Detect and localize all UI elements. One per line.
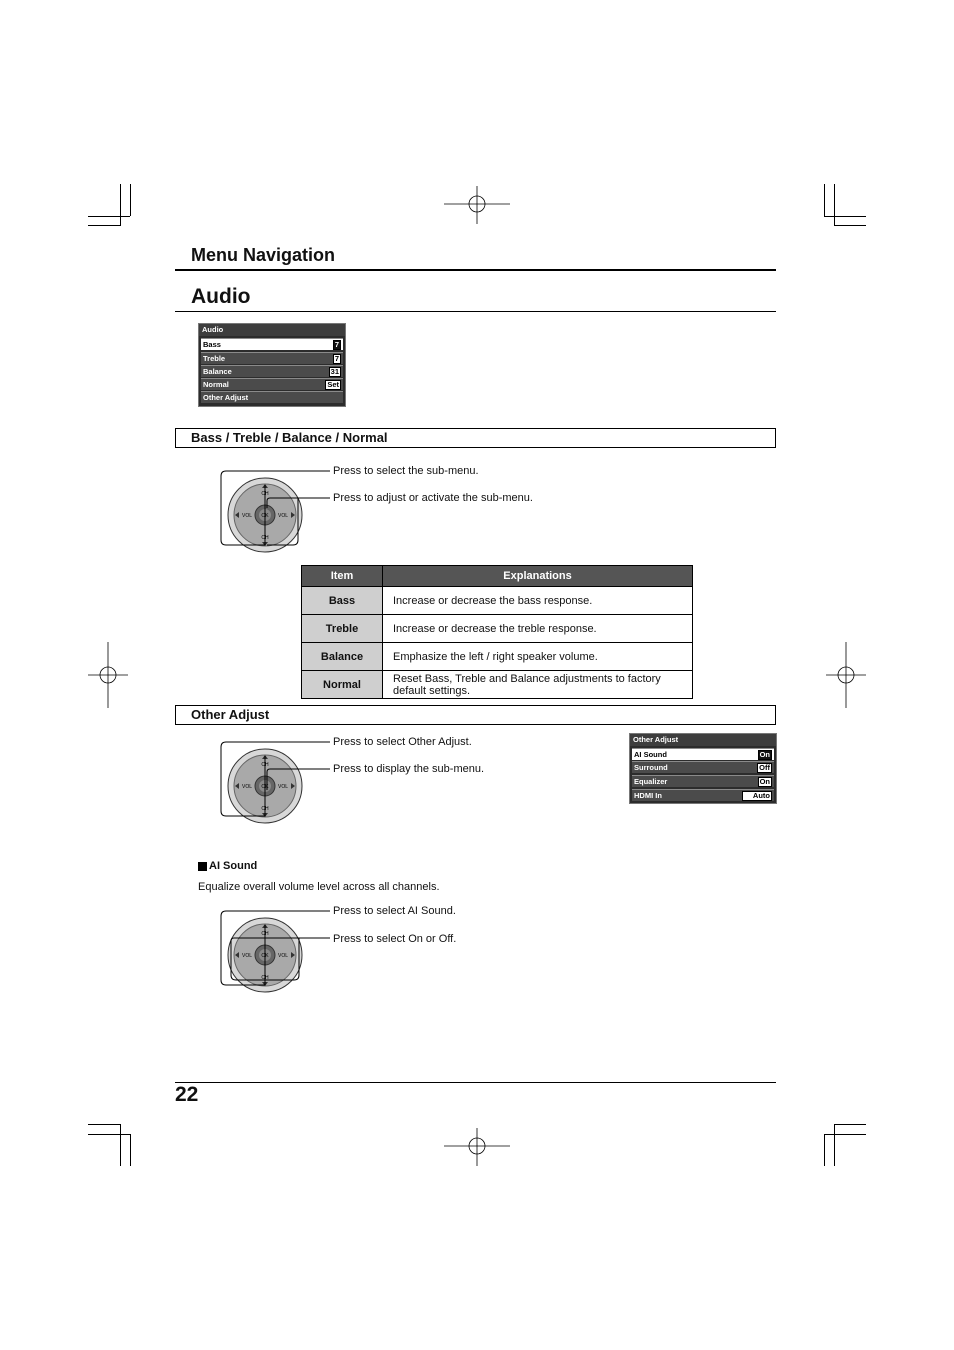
table-cell-item: Normal: [302, 671, 383, 699]
other-menu-item-ai-sound[interactable]: AI Sound On: [632, 748, 774, 760]
audio-menu-item-bass[interactable]: Bass 7: [201, 338, 343, 350]
registration-mark-left: [88, 642, 128, 708]
treble-value: 7: [334, 354, 339, 363]
section-heading-other-adjust: Other Adjust: [175, 705, 776, 725]
page-title: Audio: [191, 285, 251, 308]
table-cell-text: Increase or decrease the bass response.: [383, 587, 693, 615]
table-row: [302, 587, 693, 615]
svg-text:CH: CH: [261, 535, 269, 541]
svg-text:CH: CH: [261, 491, 269, 497]
table-cell-item: Balance: [302, 643, 383, 671]
table-cell-item: Treble: [302, 615, 383, 643]
table-row: [302, 671, 693, 699]
ai-sound-heading: AI Sound: [209, 860, 258, 872]
remote-navigation-pad-2: [218, 734, 338, 833]
svg-text:CH: CH: [261, 975, 269, 981]
ai-sound-value: On: [759, 750, 770, 759]
table-cell-text: Increase or decrease the treble response.: [383, 615, 693, 643]
registration-mark-top: [444, 186, 510, 224]
bullet-square-icon: [198, 862, 207, 871]
other-adjust-menu-screen: [629, 733, 777, 804]
table-row: [302, 643, 693, 671]
svg-text:OK: OK: [261, 953, 269, 959]
table-cell-text: Reset Bass, Treble and Balance adjustments to factory default settings.: [383, 671, 693, 699]
registration-mark-bottom: [444, 1128, 510, 1166]
svg-text:VOL: VOL: [277, 953, 289, 959]
audio-menu-item-normal[interactable]: Normal Set: [201, 378, 343, 390]
table-header-item: Item: [302, 566, 383, 587]
normal-value: Set: [327, 380, 339, 389]
audio-menu-title: Audio: [199, 324, 345, 336]
svg-text:VOL: VOL: [277, 784, 289, 790]
callout-display-submenu: Press to display the sub-menu.: [333, 763, 485, 775]
footer-rule: [175, 1082, 776, 1083]
table-header-explanations: Explanations: [383, 566, 693, 587]
svg-text:VOL: VOL: [277, 513, 289, 519]
section-title: Menu Navigation: [191, 245, 336, 265]
remote-dpad-icon: [218, 463, 338, 557]
callout-select-other-adjust: Press to select Other Adjust.: [333, 736, 472, 748]
audio-menu-item-balance[interactable]: Balance 31: [201, 365, 343, 377]
equalizer-value: On: [759, 777, 770, 786]
table-cell-text: Emphasize the left / right speaker volume.: [383, 643, 693, 671]
svg-text:CH: CH: [261, 931, 269, 937]
section-heading-bass: Bass / Treble / Balance / Normal: [175, 428, 776, 448]
explanation-table: [301, 565, 693, 699]
svg-text:VOL: VOL: [241, 784, 253, 790]
svg-text:VOL: VOL: [241, 953, 253, 959]
ok-label: OK: [261, 513, 269, 519]
other-menu-item-surround[interactable]: Surround Off: [632, 761, 774, 773]
table-cell-item: Bass: [302, 587, 383, 615]
audio-menu-item-treble[interactable]: Treble 7: [201, 352, 343, 364]
svg-text:CH: CH: [261, 806, 269, 812]
table-row: [302, 615, 693, 643]
remote-dpad-icon: [218, 903, 338, 997]
registration-mark-right: [826, 642, 866, 708]
surround-value: Off: [759, 763, 770, 772]
other-menu-item-equalizer[interactable]: Equalizer On: [632, 775, 774, 787]
callout-select-on-off: Press to select On or Off.: [333, 933, 457, 945]
title-rule: [175, 311, 776, 312]
remote-dpad-icon: [218, 734, 338, 828]
remote-navigation-pad-1: [218, 463, 338, 562]
other-menu-item-hdmi-in[interactable]: HDMI In Auto: [632, 789, 774, 801]
callout-select-ai-sound: Press to select AI Sound.: [333, 905, 456, 917]
callout-adjust-submenu: Press to adjust or activate the sub-menu.: [333, 492, 533, 504]
ai-sound-description: Equalize overall volume level across all channels.: [198, 881, 440, 893]
audio-menu-screen: [198, 323, 346, 407]
bass-value: 7: [334, 340, 339, 349]
hdmi-in-value: Auto: [742, 791, 772, 801]
header-rule: [175, 269, 776, 271]
svg-text:OK: OK: [261, 784, 269, 790]
page-number: 22: [175, 1083, 199, 1106]
audio-menu-item-other-adjust[interactable]: Other Adjust: [201, 391, 343, 403]
svg-text:CH: CH: [261, 762, 269, 768]
svg-text:VOL: VOL: [241, 513, 253, 519]
remote-navigation-pad-3: [218, 903, 338, 1002]
balance-value: 31: [330, 367, 339, 376]
other-adjust-menu-title: Other Adjust: [630, 734, 776, 746]
callout-select-submenu: Press to select the sub-menu.: [333, 465, 479, 477]
